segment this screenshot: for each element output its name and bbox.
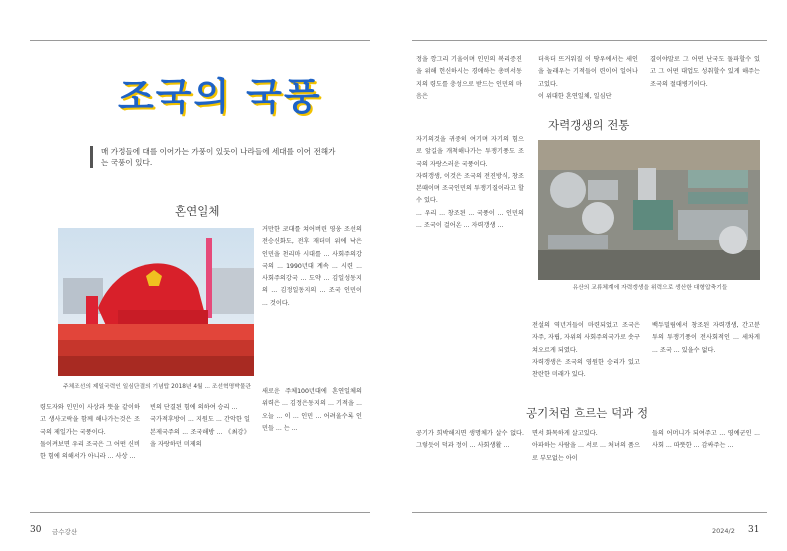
page-title: 조국의 국풍 [118, 75, 322, 118]
top-rule-right [412, 40, 767, 41]
issue-date: 2024/2 [712, 527, 735, 535]
section-heading-unity: 혼연일체 [175, 204, 220, 218]
top-rule-left [30, 40, 370, 41]
compressor-photo [538, 140, 760, 280]
right-text-col-b-bottom: 면서 화목하게 살고있다. 아파하는 사람을 ... 서로 ... 처녀의 품으로 부모없는 아이 [532, 430, 640, 462]
left-text-column-bottom-left: 령도자와 인민이 사상과 뜻을 같이하고 생사고락을 함께 해나가는것은 조국의 제일가는 국풍이다. 돌이켜보면 우리 조국은 그 어떤 신비한 힘에 의해서가 아니라 ... 사상 ... [40, 404, 140, 461]
right-text-col-a-mid: 자기의것을 귀중히 여기며 자기의 힘으로 앞길을 개척해나가는 투쟁기풍도 조국의 자랑스러운 국풍이다. 자력갱생, 이것은 조국의 전진방식, 창조본때이며 조국인민의 투쟁기질이라고 할수 있다. ... 우리 ... 창조된 ... 국풍이 ... 인민의 ... 조국이 걸어온 ... 자력갱생 ... [416, 136, 524, 230]
rally-photo-caption: 주체조선의 제일국력인 일심단결의 기념탑 2018년 4월 ... 조선혁명박물관 [62, 384, 252, 390]
left-text-column-mid-top: 거만한 코대를 쳐어버린 영웅 조선의 전승신화도, 전후 재더미 위에 낙은 인민을 천리마 시대를 ... 사회주의강국의 ... 1990년대 계속 ... 시련 ... 사회주의강국 ... 도약 ... 김일성동지의 ... 김정일동지의 ... 조국 인민이 ... 것이다. [262, 226, 362, 307]
compressor-illustration [538, 140, 760, 280]
left-text-column-bottom-mid: 빈의 단결된 힘에 의하여 승리 ... 국가적후방이 ... 지원도 ... 간악한 일본제국주의 ... 조국해방 ... 《최강》을 자랑하던 미제의 [150, 404, 250, 448]
left-text-column-mid-bottom: 새로운 주체100년대에 혼연일체의 위력은 ... 김정은동지의 ... 기적을 ... 오늘 ... 이 ... 인민 ... 어려울수록 인민들 ... 는 ... [262, 388, 362, 432]
rally-photo [58, 228, 254, 376]
page-number-left: 30 [30, 525, 42, 535]
right-text-col-b-top: 더욱더 뜨거워질 이 땅우에서는 세인을 놀래우는 기적들이 련이어 일어나고있다. 이 위대한 혼연일체, 일심단 [538, 56, 638, 100]
right-text-col-a-top: 정을 깡그리 기울이며 인민의 복리증진을 위해 헌신하시는 경애하는 총비서동지의 령도를 충성으로 받드는 인민의 마음은 [416, 56, 522, 100]
right-text-col-c-bottom: 들의 어머니가 되여주고 ... 영예군인 ... 사회 ... 따뜻한 ... 감싸주는 ... [652, 430, 760, 450]
bottom-rule-right [412, 512, 767, 513]
intro-text: 매 가정들에 대를 이어가는 가풍이 있듯이 나라들에 세대를 이어 전해가는 국풍이 있다. [90, 146, 341, 168]
rally-illustration [58, 228, 254, 376]
right-text-col-b-mid: 전설의 역년거들이 마련되었고 조국은 자주, 자립, 자위의 사회주의국가로 솟구쳐오르게 되였다. 자력갱생은 조국의 영원한 승리가 있고 찬란한 미래가 있다. [532, 322, 640, 379]
right-text-col-a-bottom: 공기가 희박해지면 생명체가 살수 없다. 그렇듯이 덕과 정이 ... 사회생활 ... [416, 430, 524, 450]
section-heading-self-reliance: 자력갱생의 전통 [548, 118, 630, 132]
right-text-col-c-top: 결이야말로 그 어떤 난국도 돌파할수 있고 그 어떤 대업도 성취할수 있게 해주는 조국의 절대병기이다. [650, 56, 760, 88]
page-number-right: 31 [748, 525, 760, 535]
bottom-rule-left [30, 512, 370, 513]
section-heading-virtue: 공기처럼 흐르는 덕과 정 [526, 406, 649, 420]
right-text-col-c-mid: 백두밀림에서 창조된 자력갱생, 간고분투의 투쟁기풍이 전사회적인 ... 세차게 ... 조국 ... 있을수 없다. [652, 322, 760, 354]
compressor-photo-caption: 유산의 교류체계에 자력갱생을 위력으로 생산한 대형압축기들 [572, 285, 728, 291]
publication-name: 금수강산 [52, 528, 78, 536]
